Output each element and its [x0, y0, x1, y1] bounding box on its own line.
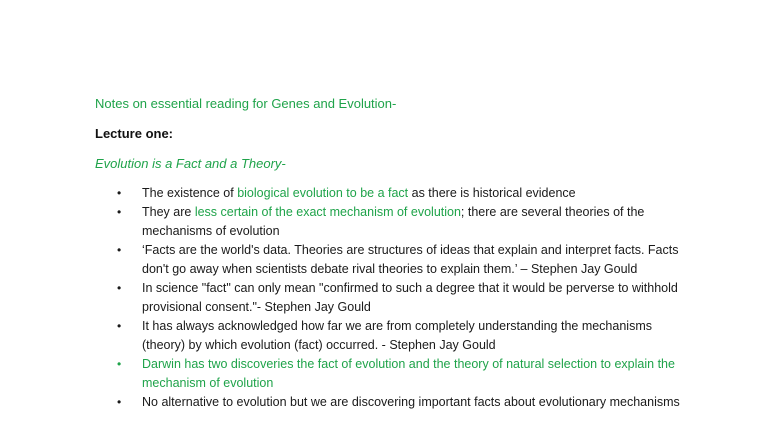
- list-item: [0, 355, 682, 393]
- bullet-text: The existence of: [142, 186, 238, 200]
- bullet-list: [0, 184, 784, 412]
- section-heading: Evolution is a Fact and a Theory-: [95, 156, 286, 171]
- bullet-text: as there is historical evidence: [408, 186, 576, 200]
- bullet-icon: •: [117, 319, 122, 333]
- list-item: [0, 279, 682, 317]
- lecture-heading: Lecture one:: [95, 126, 174, 141]
- bullet-text: In science "fact" can only mean "confirmed to such a degree that it would be perverse to withhold provisional consent."- Stephen Jay Gould: [142, 281, 678, 314]
- bullet-icon: •: [117, 281, 122, 295]
- bullet-icon: •: [117, 395, 122, 409]
- highlighted-text: biological evolution to be a fact: [237, 186, 409, 200]
- list-item: [0, 393, 682, 412]
- list-item: [0, 241, 682, 279]
- notes-title: Notes on essential reading for Genes and Evolution-: [95, 96, 397, 111]
- bullet-text: No alternative to evolution but we are discovering important facts about evolutionary mechanisms: [142, 395, 680, 409]
- bullet-text: Darwin has two discoveries the fact of evolution and the theory of natural selection to explain the mechanism of evolution: [142, 357, 675, 390]
- bullet-text: It has always acknowledged how far we are from completely understanding the mechanisms (theory) by which evolution (fact) occurred. - Stephen Jay Gould: [142, 319, 652, 352]
- highlighted-text: less certain of the exact mechanism of evolution: [194, 205, 461, 219]
- bullet-icon: •: [117, 205, 122, 219]
- bullet-icon: •: [117, 243, 122, 257]
- bullet-icon: •: [117, 357, 122, 371]
- bullet-text: ; there are several theories of the mechanisms of evolution: [142, 205, 645, 238]
- bullet-text: They are: [142, 205, 195, 219]
- list-item: [0, 184, 682, 203]
- list-item: [0, 317, 682, 355]
- list-item: [0, 203, 682, 241]
- bullet-icon: •: [117, 186, 122, 200]
- bullet-text: ‘Facts are the world's data. Theories are structures of ideas that explain and interpret facts. Facts don't go away when scientists debate rival theories to explain them.’ – Stephen Jay Gould: [142, 243, 679, 276]
